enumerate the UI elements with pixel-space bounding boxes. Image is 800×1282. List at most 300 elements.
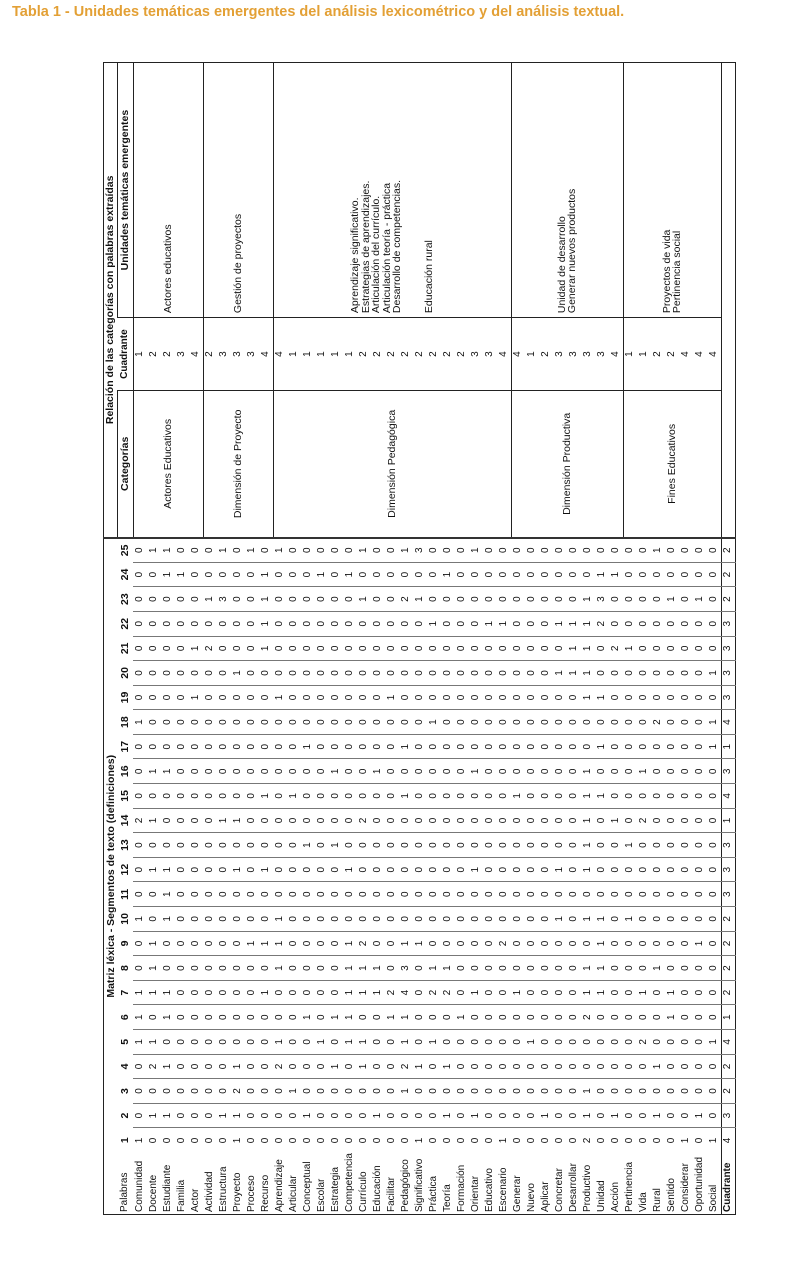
- value-cell: 0: [623, 710, 637, 735]
- value-cell: 0: [301, 907, 315, 932]
- value-cell: 0: [609, 710, 623, 735]
- value-cell: 1: [231, 661, 245, 686]
- value-cell: 2: [651, 710, 665, 735]
- totals-value-cell: 1: [721, 808, 735, 833]
- value-cell: 0: [189, 562, 203, 587]
- value-cell: 0: [189, 931, 203, 956]
- value-cell: 0: [553, 1128, 567, 1153]
- category-cell: Fines Educativos: [623, 391, 721, 538]
- value-cell: 0: [469, 1079, 483, 1104]
- value-cell: 1: [287, 1079, 301, 1104]
- value-cell: 0: [539, 882, 553, 907]
- value-cell: 1: [581, 857, 595, 882]
- value-cell: 0: [581, 562, 595, 587]
- value-cell: 0: [483, 907, 497, 932]
- value-cell: 0: [693, 1030, 707, 1055]
- value-cell: 0: [133, 784, 147, 809]
- value-cell: 0: [693, 1079, 707, 1104]
- value-cell: 0: [357, 562, 371, 587]
- value-cell: 1: [581, 1103, 595, 1128]
- value-cell: 0: [217, 636, 231, 661]
- value-cell: 0: [623, 587, 637, 612]
- segment-number-header: 23: [119, 593, 131, 605]
- value-cell: 1: [693, 1103, 707, 1128]
- value-cell: 1: [651, 956, 665, 981]
- value-cell: 0: [287, 956, 301, 981]
- value-cell: 0: [441, 734, 455, 759]
- word-cell: Vida: [638, 1192, 649, 1212]
- value-cell: 0: [651, 661, 665, 686]
- value-cell: 0: [287, 1030, 301, 1055]
- value-cell: 0: [665, 538, 679, 563]
- word-cell: Educativo: [484, 1168, 495, 1212]
- value-cell: 1: [259, 857, 273, 882]
- quadrant-cell: 2: [539, 318, 553, 391]
- value-cell: 1: [343, 562, 357, 587]
- value-cell: 0: [497, 907, 511, 932]
- value-cell: 1: [315, 1030, 329, 1055]
- value-cell: 0: [371, 611, 385, 636]
- value-cell: 0: [399, 636, 413, 661]
- value-cell: 0: [189, 808, 203, 833]
- value-cell: 0: [511, 1103, 525, 1128]
- value-cell: 0: [623, 611, 637, 636]
- totals-value-cell: 3: [721, 661, 735, 686]
- quadrant-cell: 1: [623, 318, 637, 391]
- value-cell: 0: [259, 710, 273, 735]
- value-cell: 0: [301, 808, 315, 833]
- segment-number-header: 4: [119, 1063, 131, 1070]
- value-cell: 0: [217, 1030, 231, 1055]
- value-cell: 0: [273, 980, 287, 1005]
- value-cell: 0: [483, 636, 497, 661]
- value-cell: 0: [511, 882, 525, 907]
- value-cell: 0: [637, 1128, 651, 1153]
- value-cell: 0: [567, 956, 581, 981]
- value-cell: 0: [385, 833, 399, 858]
- value-cell: 0: [133, 1079, 147, 1104]
- segment-number-header: 1: [119, 1137, 131, 1144]
- value-cell: 1: [679, 1128, 693, 1153]
- value-cell: 0: [175, 980, 189, 1005]
- value-cell: 1: [609, 808, 623, 833]
- value-cell: 1: [497, 1128, 511, 1153]
- value-cell: 0: [161, 1030, 175, 1055]
- value-cell: 1: [707, 710, 721, 735]
- value-cell: 0: [217, 611, 231, 636]
- value-cell: 0: [651, 808, 665, 833]
- value-cell: 0: [301, 710, 315, 735]
- value-cell: 0: [679, 587, 693, 612]
- relation-title: Relación de las categorías con palabras extraídas: [104, 175, 117, 425]
- value-cell: 0: [651, 1005, 665, 1030]
- value-cell: 0: [581, 734, 595, 759]
- value-cell: 0: [357, 833, 371, 858]
- value-cell: 0: [693, 538, 707, 563]
- value-cell: 0: [511, 1079, 525, 1104]
- value-cell: 1: [595, 784, 609, 809]
- value-cell: 0: [231, 611, 245, 636]
- quadrant-cell: 3: [595, 318, 609, 391]
- totals-value-cell: 3: [721, 857, 735, 882]
- value-cell: 0: [595, 1030, 609, 1055]
- value-cell: 1: [329, 1005, 343, 1030]
- value-cell: 0: [385, 759, 399, 784]
- value-cell: 0: [553, 1005, 567, 1030]
- value-cell: 0: [147, 833, 161, 858]
- value-cell: 0: [203, 1005, 217, 1030]
- value-cell: 0: [483, 685, 497, 710]
- value-cell: 0: [637, 1005, 651, 1030]
- value-cell: 0: [315, 1079, 329, 1104]
- quadrant-cell: 2: [371, 318, 385, 391]
- value-cell: 0: [259, 1054, 273, 1079]
- value-cell: 0: [651, 1079, 665, 1104]
- value-cell: 0: [595, 1128, 609, 1153]
- value-cell: 0: [161, 808, 175, 833]
- value-cell: 0: [497, 857, 511, 882]
- value-cell: 0: [707, 956, 721, 981]
- value-cell: 0: [427, 857, 441, 882]
- value-cell: 0: [707, 759, 721, 784]
- quadrant-cell: 4: [273, 318, 287, 391]
- value-cell: 0: [665, 857, 679, 882]
- value-cell: 0: [609, 882, 623, 907]
- value-cell: 0: [455, 1054, 469, 1079]
- value-cell: 0: [245, 980, 259, 1005]
- value-cell: 2: [581, 1005, 595, 1030]
- value-cell: 0: [679, 611, 693, 636]
- value-cell: 1: [147, 538, 161, 563]
- value-cell: 0: [567, 587, 581, 612]
- value-cell: 0: [371, 931, 385, 956]
- value-cell: 0: [455, 538, 469, 563]
- value-cell: 0: [385, 1103, 399, 1128]
- words-header: Palabras: [119, 1172, 131, 1212]
- value-cell: 0: [245, 685, 259, 710]
- value-cell: 0: [203, 833, 217, 858]
- value-cell: 2: [357, 931, 371, 956]
- totals-label: Cuadrante: [721, 1153, 735, 1215]
- value-cell: 0: [455, 833, 469, 858]
- value-cell: 1: [581, 685, 595, 710]
- value-cell: 0: [693, 710, 707, 735]
- totals-filler: [721, 63, 735, 538]
- value-cell: 1: [581, 833, 595, 858]
- value-cell: 0: [665, 907, 679, 932]
- value-cell: 0: [707, 882, 721, 907]
- value-cell: 0: [609, 1030, 623, 1055]
- quadrant-cell: 4: [511, 318, 525, 391]
- value-cell: 0: [399, 759, 413, 784]
- value-cell: 0: [301, 685, 315, 710]
- value-cell: 1: [273, 685, 287, 710]
- value-cell: 2: [203, 636, 217, 661]
- value-cell: 2: [273, 1054, 287, 1079]
- value-cell: 0: [455, 931, 469, 956]
- value-cell: 0: [623, 956, 637, 981]
- value-cell: 0: [427, 759, 441, 784]
- quadrant-cell: 1: [133, 318, 147, 391]
- value-cell: 0: [511, 808, 525, 833]
- value-cell: 2: [441, 980, 455, 1005]
- value-cell: 0: [189, 538, 203, 563]
- value-cell: 0: [483, 1103, 497, 1128]
- quadrant-cell: 3: [245, 318, 259, 391]
- value-cell: 0: [175, 833, 189, 858]
- value-cell: 0: [553, 734, 567, 759]
- value-cell: 0: [427, 734, 441, 759]
- value-cell: 0: [637, 636, 651, 661]
- value-cell: 1: [399, 538, 413, 563]
- value-cell: 0: [469, 685, 483, 710]
- value-cell: 1: [133, 907, 147, 932]
- value-cell: 0: [175, 1128, 189, 1153]
- quadrant-cell: 2: [427, 318, 441, 391]
- value-cell: 0: [315, 907, 329, 932]
- value-cell: 0: [343, 587, 357, 612]
- value-cell: 1: [609, 1103, 623, 1128]
- value-cell: 1: [273, 1030, 287, 1055]
- value-cell: 0: [553, 538, 567, 563]
- value-cell: 0: [665, 661, 679, 686]
- value-cell: 1: [595, 931, 609, 956]
- quadrant-cell: 2: [161, 318, 175, 391]
- value-cell: 0: [175, 1103, 189, 1128]
- value-cell: 0: [665, 1103, 679, 1128]
- value-cell: 0: [301, 562, 315, 587]
- value-cell: 0: [637, 907, 651, 932]
- value-cell: 2: [609, 636, 623, 661]
- value-cell: 0: [595, 808, 609, 833]
- value-cell: 0: [581, 1054, 595, 1079]
- value-cell: 0: [175, 882, 189, 907]
- value-cell: 0: [595, 636, 609, 661]
- value-cell: 0: [357, 710, 371, 735]
- value-cell: 0: [231, 734, 245, 759]
- value-cell: 0: [329, 562, 343, 587]
- value-cell: 0: [441, 833, 455, 858]
- matrix-title: Matriz léxica - Segmentos de texto (definiciones): [104, 538, 118, 1215]
- value-cell: 0: [371, 734, 385, 759]
- value-cell: 0: [567, 1079, 581, 1104]
- value-cell: 0: [245, 956, 259, 981]
- value-cell: 0: [427, 907, 441, 932]
- value-cell: 0: [217, 710, 231, 735]
- value-cell: 0: [525, 1054, 539, 1079]
- value-cell: 0: [413, 636, 427, 661]
- value-cell: 0: [497, 636, 511, 661]
- value-cell: 0: [427, 562, 441, 587]
- value-cell: 1: [147, 857, 161, 882]
- value-cell: 0: [175, 857, 189, 882]
- value-cell: 0: [511, 956, 525, 981]
- quadrant-cell: 3: [581, 318, 595, 391]
- value-cell: 0: [511, 734, 525, 759]
- value-cell: 0: [539, 1030, 553, 1055]
- value-cell: 1: [147, 931, 161, 956]
- value-cell: 0: [273, 1128, 287, 1153]
- value-cell: 0: [329, 734, 343, 759]
- quadrant-header: Cuadrante: [118, 318, 134, 391]
- value-cell: 0: [679, 857, 693, 882]
- value-cell: 0: [371, 562, 385, 587]
- quadrant-cell: 2: [455, 318, 469, 391]
- value-cell: 0: [161, 1079, 175, 1104]
- value-cell: 0: [413, 784, 427, 809]
- value-cell: 0: [469, 661, 483, 686]
- value-cell: 3: [413, 538, 427, 563]
- value-cell: 0: [245, 759, 259, 784]
- value-cell: 0: [525, 734, 539, 759]
- value-cell: 2: [637, 808, 651, 833]
- table-row: [203, 63, 217, 1215]
- value-cell: 0: [203, 661, 217, 686]
- value-cell: 0: [483, 882, 497, 907]
- word-cell: Formación: [456, 1164, 467, 1212]
- value-cell: 0: [707, 685, 721, 710]
- value-cell: 0: [609, 1005, 623, 1030]
- value-cell: 0: [273, 734, 287, 759]
- value-cell: 0: [427, 1079, 441, 1104]
- value-cell: 1: [553, 611, 567, 636]
- value-cell: 0: [217, 759, 231, 784]
- value-cell: 0: [273, 710, 287, 735]
- value-cell: 0: [133, 611, 147, 636]
- value-cell: 0: [175, 931, 189, 956]
- value-cell: 1: [595, 907, 609, 932]
- value-cell: 0: [399, 562, 413, 587]
- value-cell: 1: [651, 1054, 665, 1079]
- value-cell: 0: [413, 710, 427, 735]
- value-cell: 0: [497, 1079, 511, 1104]
- value-cell: 0: [371, 882, 385, 907]
- word-cell: Orientar: [470, 1175, 481, 1212]
- value-cell: 0: [609, 784, 623, 809]
- value-cell: 0: [455, 1128, 469, 1153]
- value-cell: 0: [483, 784, 497, 809]
- value-cell: 0: [343, 538, 357, 563]
- value-cell: 0: [609, 734, 623, 759]
- value-cell: 0: [483, 1128, 497, 1153]
- value-cell: 1: [329, 833, 343, 858]
- quadrant-cell: 2: [651, 318, 665, 391]
- word-cell: Generar: [512, 1175, 523, 1212]
- value-cell: 0: [287, 538, 301, 563]
- value-cell: 0: [273, 1079, 287, 1104]
- totals-value-cell: 4: [721, 784, 735, 809]
- value-cell: 0: [329, 685, 343, 710]
- value-cell: 0: [287, 882, 301, 907]
- value-cell: 0: [287, 685, 301, 710]
- quadrant-cell: 2: [147, 318, 161, 391]
- value-cell: 1: [301, 1103, 315, 1128]
- segment-number-header: 10: [119, 913, 131, 925]
- value-cell: 0: [693, 882, 707, 907]
- quadrant-cell: 2: [665, 318, 679, 391]
- value-cell: 0: [637, 587, 651, 612]
- value-cell: 0: [595, 833, 609, 858]
- value-cell: 0: [441, 808, 455, 833]
- value-cell: 0: [665, 759, 679, 784]
- value-cell: 0: [357, 636, 371, 661]
- value-cell: 0: [287, 1054, 301, 1079]
- value-cell: 0: [567, 1054, 581, 1079]
- value-cell: 0: [651, 1030, 665, 1055]
- value-cell: 0: [231, 710, 245, 735]
- value-cell: 0: [329, 931, 343, 956]
- value-cell: 0: [637, 734, 651, 759]
- value-cell: 1: [357, 956, 371, 981]
- value-cell: 0: [133, 587, 147, 612]
- value-cell: 0: [203, 685, 217, 710]
- value-cell: 0: [315, 685, 329, 710]
- value-cell: 0: [567, 833, 581, 858]
- value-cell: 0: [245, 1079, 259, 1104]
- value-cell: 0: [315, 931, 329, 956]
- value-cell: 1: [371, 980, 385, 1005]
- value-cell: 0: [343, 759, 357, 784]
- value-cell: 0: [147, 587, 161, 612]
- value-cell: 0: [623, 980, 637, 1005]
- value-cell: 0: [231, 784, 245, 809]
- value-cell: 0: [273, 562, 287, 587]
- value-cell: 0: [315, 734, 329, 759]
- value-cell: 0: [357, 907, 371, 932]
- value-cell: 1: [441, 562, 455, 587]
- value-cell: 1: [343, 931, 357, 956]
- value-cell: 0: [483, 1005, 497, 1030]
- value-cell: 0: [301, 1030, 315, 1055]
- value-cell: 1: [217, 808, 231, 833]
- value-cell: 0: [259, 538, 273, 563]
- value-cell: 0: [273, 759, 287, 784]
- totals-value-cell: 3: [721, 636, 735, 661]
- value-cell: 0: [427, 685, 441, 710]
- totals-value-cell: 4: [721, 710, 735, 735]
- value-cell: 0: [525, 759, 539, 784]
- value-cell: 0: [567, 538, 581, 563]
- value-cell: 0: [427, 1054, 441, 1079]
- value-cell: 0: [189, 1079, 203, 1104]
- value-cell: 1: [581, 956, 595, 981]
- value-cell: 0: [245, 808, 259, 833]
- quadrant-cell: 2: [385, 318, 399, 391]
- value-cell: 0: [525, 710, 539, 735]
- value-cell: 0: [245, 1103, 259, 1128]
- value-cell: 0: [245, 833, 259, 858]
- value-cell: 0: [413, 833, 427, 858]
- thematic-units-cell: Aprendizaje significativo. Estrategias de aprendizajes. Articulación del currículo. Articulación teoría - práctica Desarrollo de competencias. Educación rural: [273, 63, 511, 318]
- value-cell: 0: [161, 734, 175, 759]
- value-cell: 0: [665, 1079, 679, 1104]
- value-cell: 2: [147, 1054, 161, 1079]
- value-cell: 1: [133, 710, 147, 735]
- value-cell: 0: [469, 734, 483, 759]
- value-cell: 1: [707, 661, 721, 686]
- value-cell: 1: [553, 661, 567, 686]
- value-cell: 0: [147, 562, 161, 587]
- value-cell: 0: [455, 636, 469, 661]
- value-cell: 0: [189, 611, 203, 636]
- value-cell: 0: [357, 661, 371, 686]
- value-cell: 0: [693, 1128, 707, 1153]
- word-cell: Significativo: [414, 1158, 425, 1212]
- value-cell: 0: [427, 808, 441, 833]
- value-cell: 0: [371, 1005, 385, 1030]
- value-cell: 0: [329, 587, 343, 612]
- lexical-matrix-table: [103, 62, 736, 1215]
